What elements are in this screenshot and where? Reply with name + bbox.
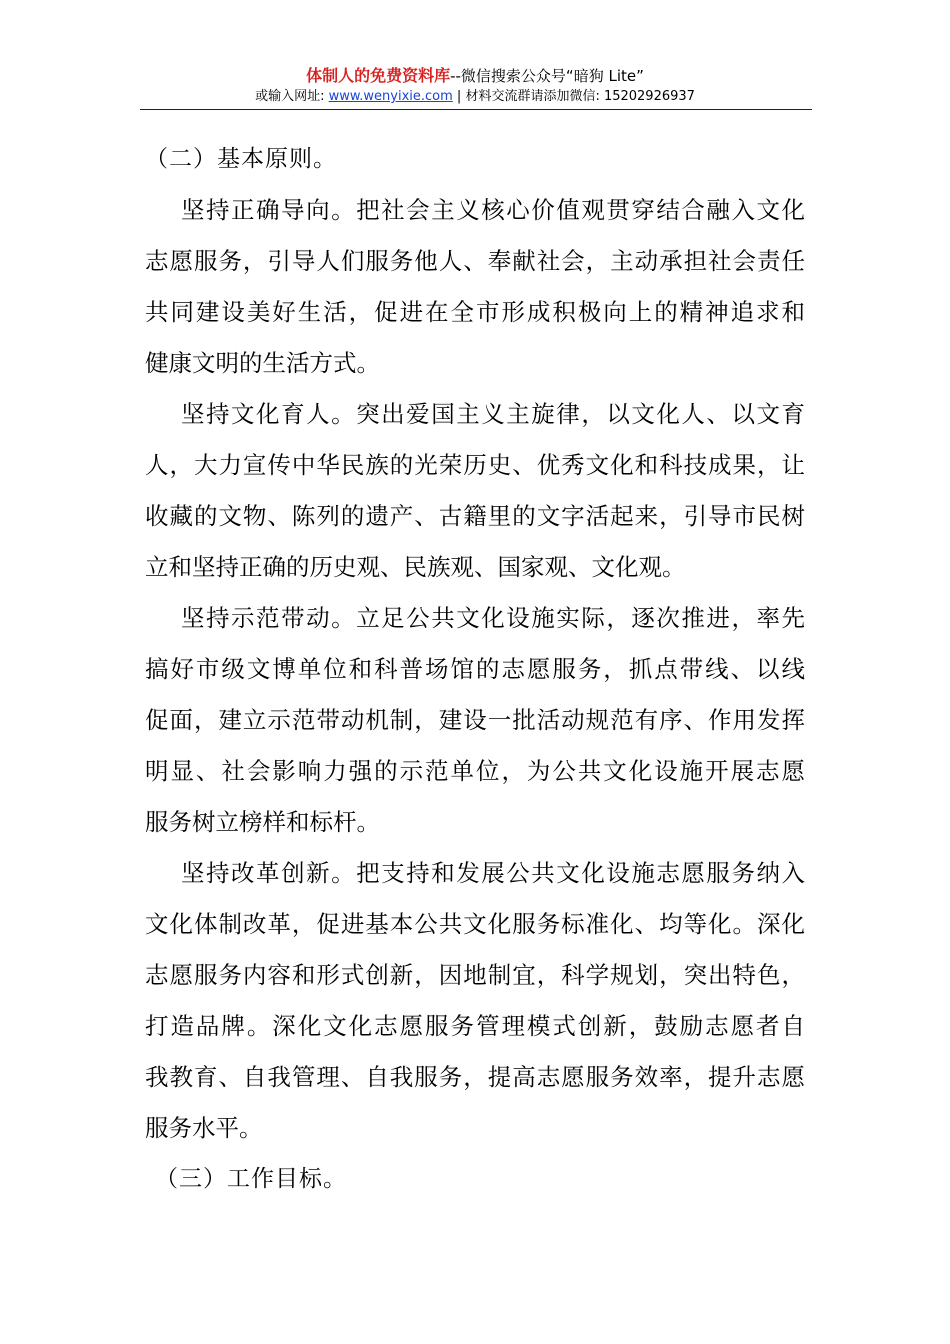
header-title-line: [140, 66, 810, 86]
brand-name: 体制人的免费资料库: [306, 66, 451, 85]
paragraph-demonstration: [145, 593, 805, 848]
text-line: 人，大力宣传中华民族的光荣历史、优秀文化和科技成果，让: [145, 451, 805, 479]
text-line: 收藏的文物、陈列的遗产、古籍里的文字活起来，引导市民树: [145, 502, 805, 530]
text-line: 志愿服务内容和形式创新，因地制宜，科学规划，突出特色，: [145, 961, 805, 989]
contact-info: | 材料交流群请添加微信: 15202926937: [452, 89, 695, 104]
header-tagline: --微信搜索公众号“暗狗 Lite”: [450, 67, 644, 85]
text-line: 坚持示范带动。立足公共文化设施实际，逐次推进，率先: [181, 604, 805, 632]
text-line: 打造品牌。深化文化志愿服务管理模式创新，鼓励志愿者自: [145, 1012, 805, 1040]
section-heading-basic-principles: （二）基本原则。: [145, 146, 337, 172]
text-line: 促面，建立示范带动机制，建设一批活动规范有序、作用发挥: [145, 706, 805, 734]
text-line: 文化体制改革，促进基本公共文化服务标准化、均等化。深化: [145, 910, 805, 938]
text-line: 立和坚持正确的历史观、民族观、国家观、文化观。: [145, 553, 686, 581]
website-link[interactable]: www.wenyixie.com: [328, 89, 453, 104]
header-contact-line: [140, 88, 810, 106]
paragraph-reform-innovation: [145, 848, 805, 1154]
header-divider: [140, 109, 812, 110]
page-header: [140, 66, 810, 106]
text-line: 志愿服务，引导人们服务他人、奉献社会，主动承担社会责任: [145, 247, 805, 275]
text-line: 服务树立榜样和标杆。: [145, 808, 380, 836]
document-body: [145, 134, 805, 1205]
text-line: 坚持文化育人。突出爱国主义主旋律，以文化人、以文育: [181, 400, 805, 428]
text-line: 坚持改革创新。把支持和发展公共文化设施志愿服务纳入: [181, 859, 805, 887]
text-line: 共同建设美好生活，促进在全市形成积极向上的精神追求和: [145, 298, 805, 326]
text-line: 明显、社会影响力强的示范单位，为公共文化设施开展志愿: [145, 757, 805, 785]
url-prefix: 或输入网址:: [255, 89, 329, 104]
text-line: 搞好市级文博单位和科普场馆的志愿服务，抓点带线、以线: [145, 655, 805, 683]
text-line: 坚持正确导向。把社会主义核心价值观贯穿结合融入文化: [181, 196, 805, 224]
section-heading-work-goals: （三）工作目标。: [155, 1166, 347, 1192]
paragraph-correct-orientation: [145, 185, 805, 389]
text-line: 我教育、自我管理、自我服务，提高志愿服务效率，提升志愿: [145, 1063, 805, 1091]
paragraph-cultural-education: [145, 389, 805, 593]
text-line: 服务水平。: [145, 1114, 263, 1142]
text-line: 健康文明的生活方式。: [145, 349, 380, 377]
